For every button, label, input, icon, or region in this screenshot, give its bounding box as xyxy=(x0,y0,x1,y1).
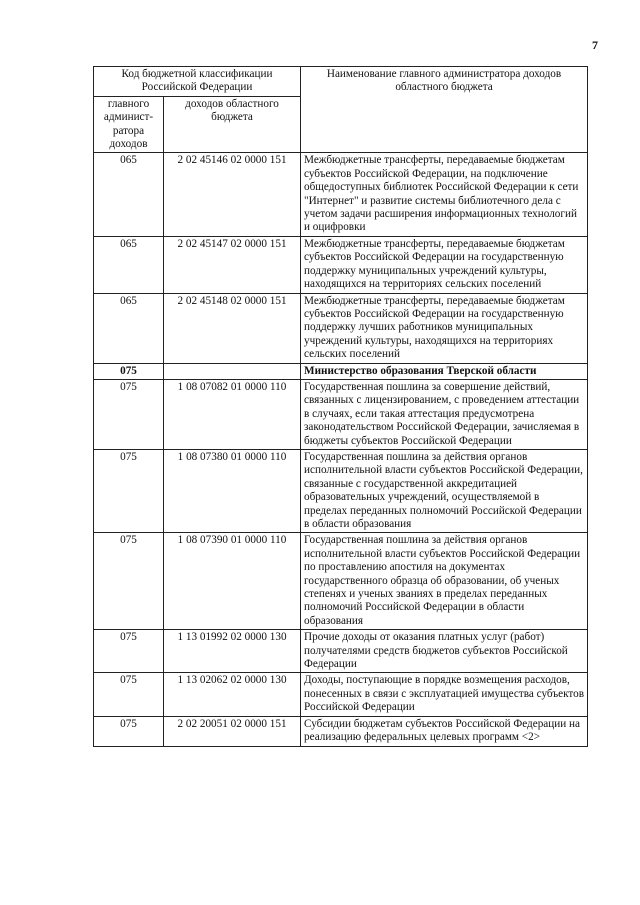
admin-code-cell: 075 xyxy=(94,630,164,673)
table-body xyxy=(94,153,588,746)
revenue-code-cell: 2 02 20051 02 0000 151 xyxy=(164,716,301,746)
header-regional-revenue: доходов областного бюджета xyxy=(164,96,301,153)
header-budget-classification-code: Код бюджетной классификации Российской Федерации xyxy=(94,67,301,97)
admin-code-cell: 075 xyxy=(94,716,164,746)
table-row xyxy=(94,153,588,236)
revenue-name-cell: Государственная пошлина за действия органов исполнительной власти субъектов Российской Федерации, связанные с государственной аккредитацией образовательных учреждений, осуществляемой в пределах переданных полномочий Российской Федерации в области образования xyxy=(301,449,588,532)
admin-code-cell: 065 xyxy=(94,293,164,363)
revenue-code-cell: 1 08 07380 01 0000 110 xyxy=(164,449,301,532)
revenue-code-cell: 1 13 01992 02 0000 130 xyxy=(164,630,301,673)
table-row xyxy=(94,236,588,293)
revenue-name-cell: Доходы, поступающие в порядке возмещения расходов, понесенных в связи с эксплуатацией имущества субъектов Российской Федерации xyxy=(301,673,588,716)
table-row xyxy=(94,630,588,673)
table-row xyxy=(94,716,588,746)
revenue-code-cell: 2 02 45148 02 0000 151 xyxy=(164,293,301,363)
header-administrator-name: Наименование главного администратора доходов областного бюджета xyxy=(301,67,588,153)
revenue-code-cell: 2 02 45147 02 0000 151 xyxy=(164,236,301,293)
admin-code-cell: 075 xyxy=(94,673,164,716)
table-row xyxy=(94,449,588,532)
table-row xyxy=(94,293,588,363)
revenue-name-cell: Субсидии бюджетам субъектов Российской Федерации на реализацию федеральных целевых программ <2> xyxy=(301,716,588,746)
table-row xyxy=(94,673,588,716)
revenue-code-cell: 2 02 45146 02 0000 151 xyxy=(164,153,301,236)
admin-code-cell: 075 xyxy=(94,379,164,449)
budget-classification-table xyxy=(93,66,588,747)
header-main-administrator: главного админист-ратора доходов xyxy=(94,96,164,153)
table-row-ministry-heading xyxy=(94,363,588,379)
revenue-code-cell xyxy=(164,363,301,379)
revenue-code-cell: 1 08 07390 01 0000 110 xyxy=(164,533,301,630)
admin-code-cell: 075 xyxy=(94,363,164,379)
revenue-name-cell: Министерство образования Тверской области xyxy=(301,363,588,379)
table-row xyxy=(94,533,588,630)
admin-code-cell: 075 xyxy=(94,533,164,630)
revenue-name-cell: Прочие доходы от оказания платных услуг (работ) получателями средств бюджетов субъектов Российской Федерации xyxy=(301,630,588,673)
revenue-name-cell: Государственная пошлина за действия органов исполнительной власти субъектов Российской Федерации по проставлению апостиля на документах государственного образца об образовании, об ученых степенях и ученых званиях в пределах переданных полномочий Российской Федерации в области образования xyxy=(301,533,588,630)
revenue-name-cell: Межбюджетные трансферты, передаваемые бюджетам субъектов Российской Федерации на государственную поддержку муниципальных учреждений культуры, находящихся на территориях сельских поселений xyxy=(301,236,588,293)
revenue-code-cell: 1 08 07082 01 0000 110 xyxy=(164,379,301,449)
revenue-code-cell: 1 13 02062 02 0000 130 xyxy=(164,673,301,716)
admin-code-cell: 065 xyxy=(94,236,164,293)
revenue-name-cell: Государственная пошлина за совершение действий, связанных с лицензированием, с проведением аттестации в случаях, если такая аттестация предусмотрена законодательством Российской Федерации, зачисляемая в бюджеты субъектов Российской Федерации xyxy=(301,379,588,449)
admin-code-cell: 075 xyxy=(94,449,164,532)
table-row xyxy=(94,379,588,449)
revenue-name-cell: Межбюджетные трансферты, передаваемые бюджетам субъектов Российской Федерации, на подключение общедоступных библиотек Российской Федерации к сети "Интернет" и развитие системы библиотечного дела с учетом задачи расширения информационных технологий и оцифровки xyxy=(301,153,588,236)
page-number: 7 xyxy=(592,38,598,52)
revenue-name-cell: Межбюджетные трансферты, передаваемые бюджетам субъектов Российской Федерации на государственную поддержку лучших работников муниципальных учреждений культуры, находящихся на территориях сельских поселений xyxy=(301,293,588,363)
table-header-row-1 xyxy=(94,67,588,97)
admin-code-cell: 065 xyxy=(94,153,164,236)
